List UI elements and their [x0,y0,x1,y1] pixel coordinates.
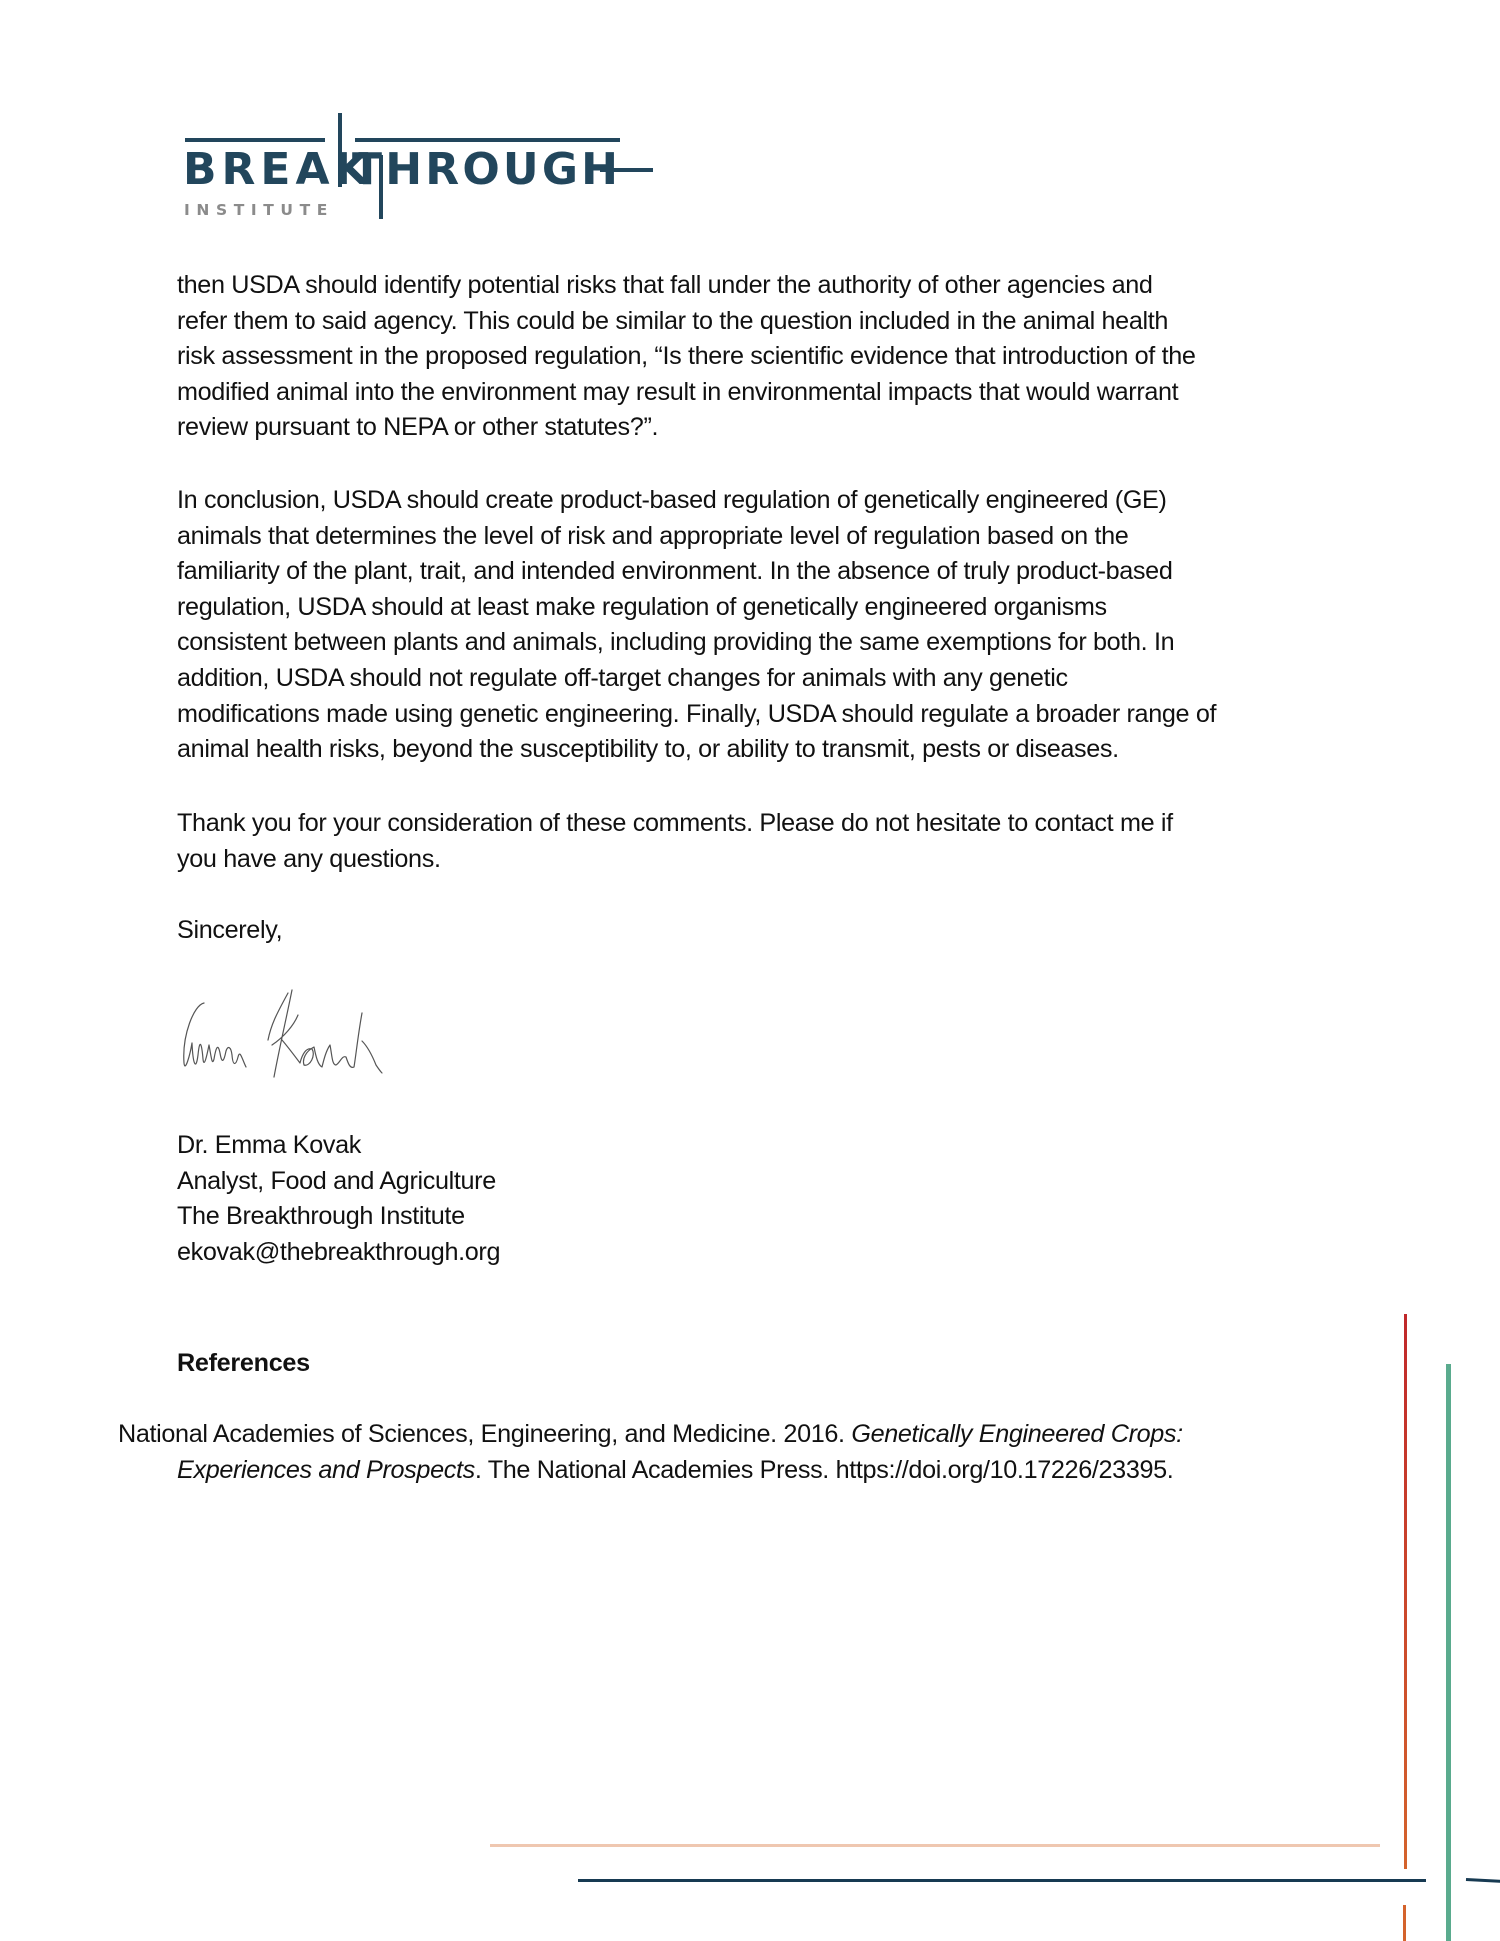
text-line: animals that determines the level of risk and appropriate level of regulation based on the [177,521,1129,550]
reference-title: Genetically Engineered Crops: [851,1420,1183,1448]
logo-word-through: THROUGH [352,144,622,195]
text-line: modifications made using genetic engineering. Finally, USDA should regulate a broader range of [177,699,1217,728]
signer-name: Dr. Emma Kovak [177,1131,362,1159]
breakthrough-institute-logo [0,0,700,240]
reference-publisher-doi[interactable]: . The National Academies Press. https://doi.org/10.17226/23395. [474,1455,1174,1484]
closing-text: Sincerely, [177,916,283,944]
reference-line-1 [118,1417,1348,1453]
reference-entry [118,1417,1348,1488]
reference-title-cont: Experiences and Prospects [177,1455,475,1484]
references-heading: References [177,1349,310,1377]
text-line: regulation, USDA should at least make regulation of genetically engineered organisms [177,592,1107,621]
text-line: In conclusion, USDA should create product-based regulation of genetically engineered (GE) [177,486,1167,514]
text-line: risk assessment in the proposed regulation, “Is there scientific evidence that introduction of the [177,342,1196,371]
logo-subtitle: INSTITUTE [184,201,334,219]
text-line: refer them to said agency. This could be similar to the question included in the animal health [177,306,1169,335]
text-line: familiarity of the plant, trait, and intended environment. In the absence of truly product-based [177,557,1173,586]
paragraph-conclusion [177,483,1327,768]
decor-peach-horizontal-line [490,1844,1380,1847]
paragraph-thank-you [177,806,1327,877]
text-line: addition, USDA should not regulate off-target changes for animals with any genetic [177,663,1068,692]
reference-line-2 [118,1453,1348,1489]
text-line: review pursuant to NEPA or other statutes?”. [177,413,659,442]
paragraph-referral [177,268,1327,446]
text-line: consistent between plants and animals, including providing the same exemptions for both. In [177,628,1175,657]
decor-orange-vertical-line-lower [1403,1905,1406,1941]
logo-top-bar-right [355,138,620,142]
signer-title: Analyst, Food and Agriculture [177,1166,496,1195]
text-line: Thank you for your consideration of these comments. Please do not hesitate to contact me if [177,809,1173,837]
text-line: modified animal into the environment may result in environmental impacts that would warrant [177,377,1179,406]
signer-organization: The Breakthrough Institute [177,1202,465,1231]
reference-authors: National Academies of Sciences, Engineering, and Medicine. 2016. [118,1420,852,1448]
text-line: animal health risks, beyond the susceptibility to, or ability to transmit, pests or diseases. [177,735,1119,764]
signoff-block [177,1128,1327,1270]
logo-top-bar-left [185,138,325,142]
decor-navy-horizontal-line [578,1879,1426,1882]
decor-navy-short-line [1466,1878,1500,1883]
signer-email[interactable]: ekovak@thebreakthrough.org [177,1237,501,1266]
closing-salutation [177,913,1327,949]
logo-word-break: BREAK [183,144,374,195]
decor-green-vertical-line [1446,1364,1451,1941]
decor-orange-vertical-line [1404,1314,1407,1869]
handwritten-signature [176,985,441,1080]
text-line: then USDA should identify potential risks that fall under the authority of other agencies and [177,271,1153,299]
text-line: you have any questions. [177,844,441,873]
